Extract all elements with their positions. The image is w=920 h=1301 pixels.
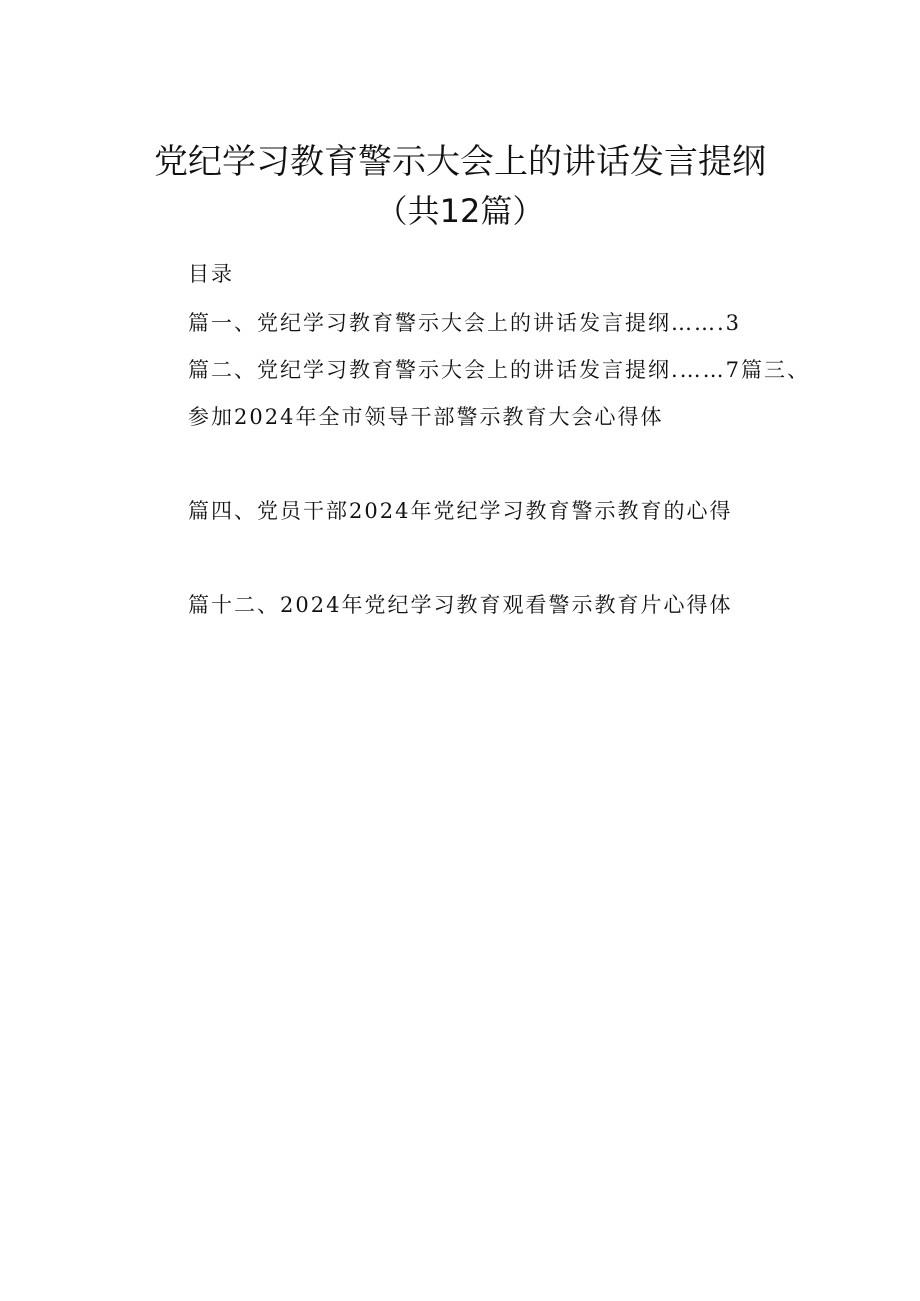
title-line-2: （共12篇） [375,192,545,230]
document-title [0,140,920,232]
toc-entry: 篇一、党纪学习教育警示大会上的讲话发言提纲…….3 [188,311,742,335]
toc-entry: 篇十二、2024年党纪学习教育观看警示教育片心得体 [188,593,733,617]
toc-entry: 篇四、党员干部2024年党纪学习教育警示教育的心得 [188,499,733,523]
title-line-1: 党纪学习教育警示大会上的讲话发言提纲 [154,142,766,182]
toc-entry: 篇二、党纪学习教育警示大会上的讲话发言提纲.……7篇三、 [188,358,811,382]
toc-entry: 参加2024年全市领导干部警示教育大会心得体 [188,405,664,429]
toc-heading: 目录 [188,262,234,286]
